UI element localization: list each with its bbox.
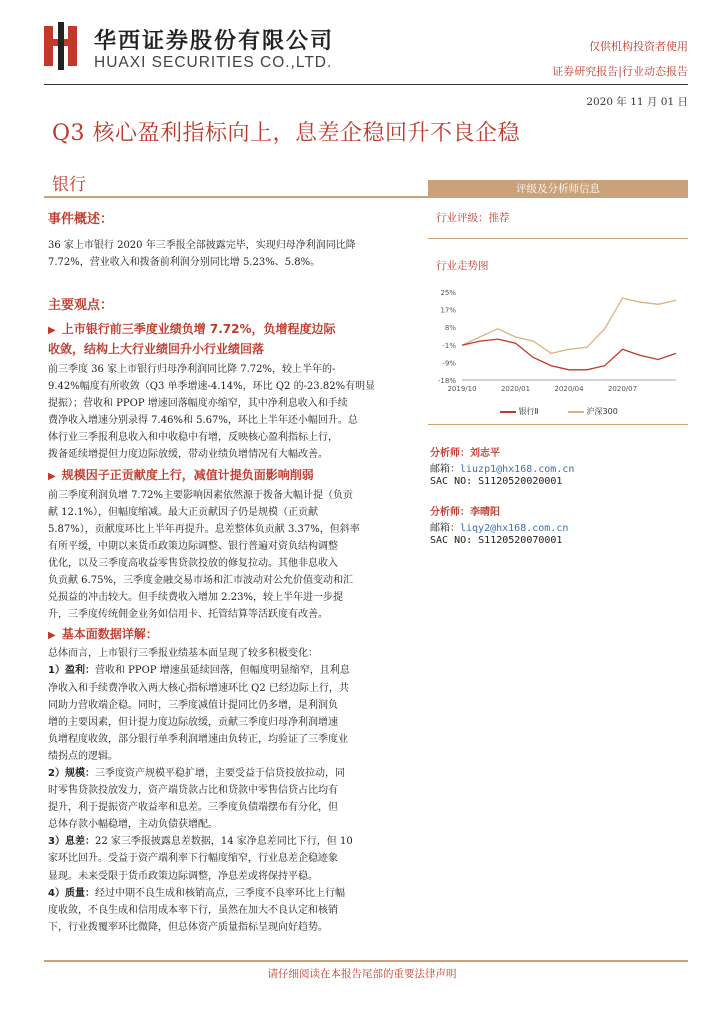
legend-hs300: 沪深300 [568, 406, 618, 417]
text-line: 5.87%），贡献度环比上半年再提升。息差整体负贡献 3.37%，但斜率 [48, 523, 360, 535]
views-heading: 主要观点： [48, 298, 114, 313]
text-line: 增的主要因素，但计提力度边际放缓，贡献三季度归母净利润增速 [48, 716, 338, 728]
text-line: 升，三季度传统佣金业务如信用卡、托管结算等活跃度有改善。 [48, 609, 328, 621]
y-tick-label: -1% [442, 341, 456, 350]
report-title: Q3 核心盈利指标向上，息差企稳回升不良企稳 [52, 121, 521, 146]
text-line: 费净收入增速分别录得 7.46%和 5.67%，环比上半年还小幅回升。总 [48, 415, 358, 427]
event-body [48, 237, 413, 271]
text-line: 体行业三季报利息收入和中收稳中有增，反映核心盈利指标上行， [48, 432, 338, 444]
triangle-bullet-icon: ▶ [48, 470, 56, 482]
y-tick-label: 8% [444, 324, 456, 333]
detail-item-4: 4）质量：经过中期不良生成和核销高点，三季度不良率环比上行幅 度收敛，不良生成和信用成本率下行，虽然在加大不良认定和核销 下，行业拨覆率环比微降，但总体资产质量指标呈现向好趋势。 [48, 885, 413, 936]
y-tick-label: 17% [440, 306, 456, 315]
trend-chart-label: 行业走势图 [436, 260, 489, 272]
bullet-heading-2: ▶ 规模因子正贡献度上行，减值计提负面影响削弱 [48, 467, 314, 482]
event-section [48, 208, 413, 271]
detail-item-3: 3）息差：22 家三季报披露息差数据，14 家净息差同比下行，但 10 家环比回升。受益于资产端利率下行幅度缩窄，行业息差企稳迹象 显现。未来受限于货币政策边际调整，净息差或将保持平稳。 [48, 833, 413, 884]
text-line: 负增程度收敛，部分银行单季利润增速由负转正，均验证了三季度业 [48, 733, 348, 745]
industry-rating: 行业评级：推荐 [436, 212, 510, 224]
text-line: 总体存款小幅稳增，主动负债获增配。 [48, 819, 218, 831]
text-line: 绩拐点的逻辑。 [48, 750, 118, 762]
trend-chart [428, 284, 688, 414]
text-line: 9.42%幅度有所收敛（Q3 单季增速-4.14%，环比 Q2 的-23.82%有明显 [48, 381, 376, 393]
y-tick-label: -9% [442, 359, 456, 368]
analyst-1-name: 分析师：刘志平 [430, 448, 500, 459]
text-line: 时零售贷款投放发力，资产端贷款占比和贷款中零售信贷占比均有 [48, 785, 338, 797]
legend-swatch-bank [500, 411, 516, 413]
text-line: 显现。未来受限于货币政策边际调整，净息差或将保持平稳。 [48, 870, 318, 882]
analyst-1-email: 邮箱：liuzp1@hx168.com.cn [430, 464, 575, 475]
text-line: 前三季度利润负增 7.72%主要影响因素依然源于拨备大幅计提（负贡 [48, 489, 353, 501]
text-line: 同助力营收端企稳。同时，三季度减值计提同比仍多增，是利润负 [48, 699, 338, 711]
series-line-bank [462, 339, 676, 370]
triangle-bullet-icon: ▶ [48, 325, 56, 336]
trend-chart-svg [428, 284, 688, 406]
y-tick-label: 25% [440, 289, 456, 297]
legend-bank: 银行Ⅱ [500, 406, 538, 417]
analyst-2-name: 分析师：李晴阳 [430, 507, 500, 518]
rating-info-bar: 评级及分析师信息 [428, 180, 688, 198]
x-tick-label: 2020/07 [607, 385, 638, 393]
company-name-en: HUAXI SECURITIES CO.,LTD. [94, 54, 333, 71]
x-tick-label: 2020/04 [554, 385, 584, 393]
footer-divider [44, 960, 688, 962]
text-line: 下，行业拨覆率环比微降，但总体资产质量指标呈现向好趋势。 [48, 921, 328, 933]
x-tick-label: 2020/01 [500, 385, 531, 393]
series-line-hs300 [462, 298, 676, 353]
text-line: 优化，以及三季度高收益零售贷款投放的修复拉动。其他非息收入 [48, 557, 338, 569]
rating-divider [428, 238, 688, 239]
x-tick-label: 2019/10 [447, 385, 477, 393]
sector-label: 银行 [52, 175, 86, 195]
text-line: 净收入和手续费净收入两大核心指标增速环比 Q2 已经边际上行，共 [48, 682, 349, 694]
analyst-1-sac: SAC NO: S1120520020001 [430, 476, 563, 487]
huaxi-logo-icon [44, 20, 84, 70]
report-date: 2020 年 11 月 01 日 [586, 96, 688, 108]
details-body [48, 645, 413, 936]
text-line: 提升，利于提振资产收益率和息差。三季度负债端摆布有分化，但 [48, 802, 338, 814]
text-line: 家环比回升。受益于资产端利率下行幅度缩窄，行业息差企稳迹象 [48, 853, 338, 865]
event-heading: 事件概述： [48, 212, 114, 227]
y-tick-label: -18% [437, 377, 456, 385]
report-type: 证券研究报告|行业动态报告 [552, 65, 688, 78]
detail-item-2: 2）规模：三季度资产规模平稳扩增，主要受益于信贷投放拉动，同 时零售贷款投放发力，资产端贷款占比和贷款中零售信贷占比均有 提升，利于提振资产收益率和息差。三季度负债端摆布有分化，但 总体存款小幅稳增，主动负债获增配。 [48, 765, 413, 833]
text-line: 兑损益的冲击较大。但手续费收入增加 2.23%，较上半年进一步提 [48, 592, 343, 604]
legend-swatch-hs300 [568, 411, 584, 413]
text-line: 总体而言，上市银行三季报业绩基本面呈现了较多积极变化： [48, 648, 318, 660]
text-line: 拨备延续增提但力度边际放缓，带动业绩负增情况有大幅改善。 [48, 449, 328, 461]
bullet-heading-1: ▶ 上市银行前三季度业绩负增 7.72%，负增程度边际 收敛，结构上大行业绩回升小行业绩回落 [48, 322, 336, 356]
text-line: 有所平缓，中期以来货币政策边际调整、银行普遍对资负结构调整 [48, 540, 338, 552]
text-line: 提振）；营收和 PPOP 增速回落幅度亦缩窄，其中净利息收入和手续 [48, 398, 348, 410]
chart-divider [428, 424, 688, 425]
detail-item-1: 1）盈利：营收和 PPOP 增速虽延续回落，但幅度明显缩窄，且利息 净收入和手续费净收入两大核心指标增速环比 Q2 已经边际上行，共 同助力营收端企稳。同时，三季度减值计提同比仍多增，是利润负 增的主要因素，但计提力度边际放缓，贡献三季度归母净利润增速 负增程度收敛，部分银行单季利润增速由负转正，均验证了三季度业 绩拐点的逻辑。 [48, 662, 413, 765]
company-name-cn: 华西证券股份有限公司 [94, 29, 335, 54]
text-line: 度收敛，不良生成和信用成本率下行，虽然在加大不良认定和核销 [48, 904, 338, 916]
text-line: 负贡献 6.75%，三季度金融交易市场和汇市波动对公允价值变动和汇 [48, 575, 353, 587]
analyst-2-sac: SAC NO: S1120520070001 [430, 535, 563, 546]
views-section [48, 294, 413, 936]
analyst-2-email-link[interactable]: liqy2@hx168.com.cn [460, 523, 569, 534]
text-line: 前三季度 36 家上市银行归母净利润同比降 7.72%，较上半年的- [48, 364, 336, 375]
bullet-heading-3: ▶ 基本面数据详解： [48, 627, 158, 642]
investor-disclaimer: 仅供机构投资者使用 [589, 40, 688, 53]
legal-notice: 请仔细阅读在本报告尾部的重要法律声明 [267, 968, 457, 980]
bullet-body-2 [48, 487, 413, 624]
text-line: 7.72%，营业收入和拨备前利润分别同比增 5.23%、5.8%。 [48, 257, 321, 269]
header-divider [44, 84, 688, 85]
triangle-bullet-icon: ▶ [48, 630, 56, 642]
bullet-body-1 [48, 361, 413, 464]
text-line: 36 家上市银行 2020 年三季报全部披露完毕，实现归母净利润同比降 [48, 240, 356, 251]
text-line: 献 12.1%），但幅度缩减。最大正贡献因子仍是规模（正贡献 [48, 506, 318, 518]
analyst-1-email-link[interactable]: liuzp1@hx168.com.cn [460, 464, 575, 475]
analyst-2-email: 邮箱：liqy2@hx168.com.cn [430, 523, 569, 534]
